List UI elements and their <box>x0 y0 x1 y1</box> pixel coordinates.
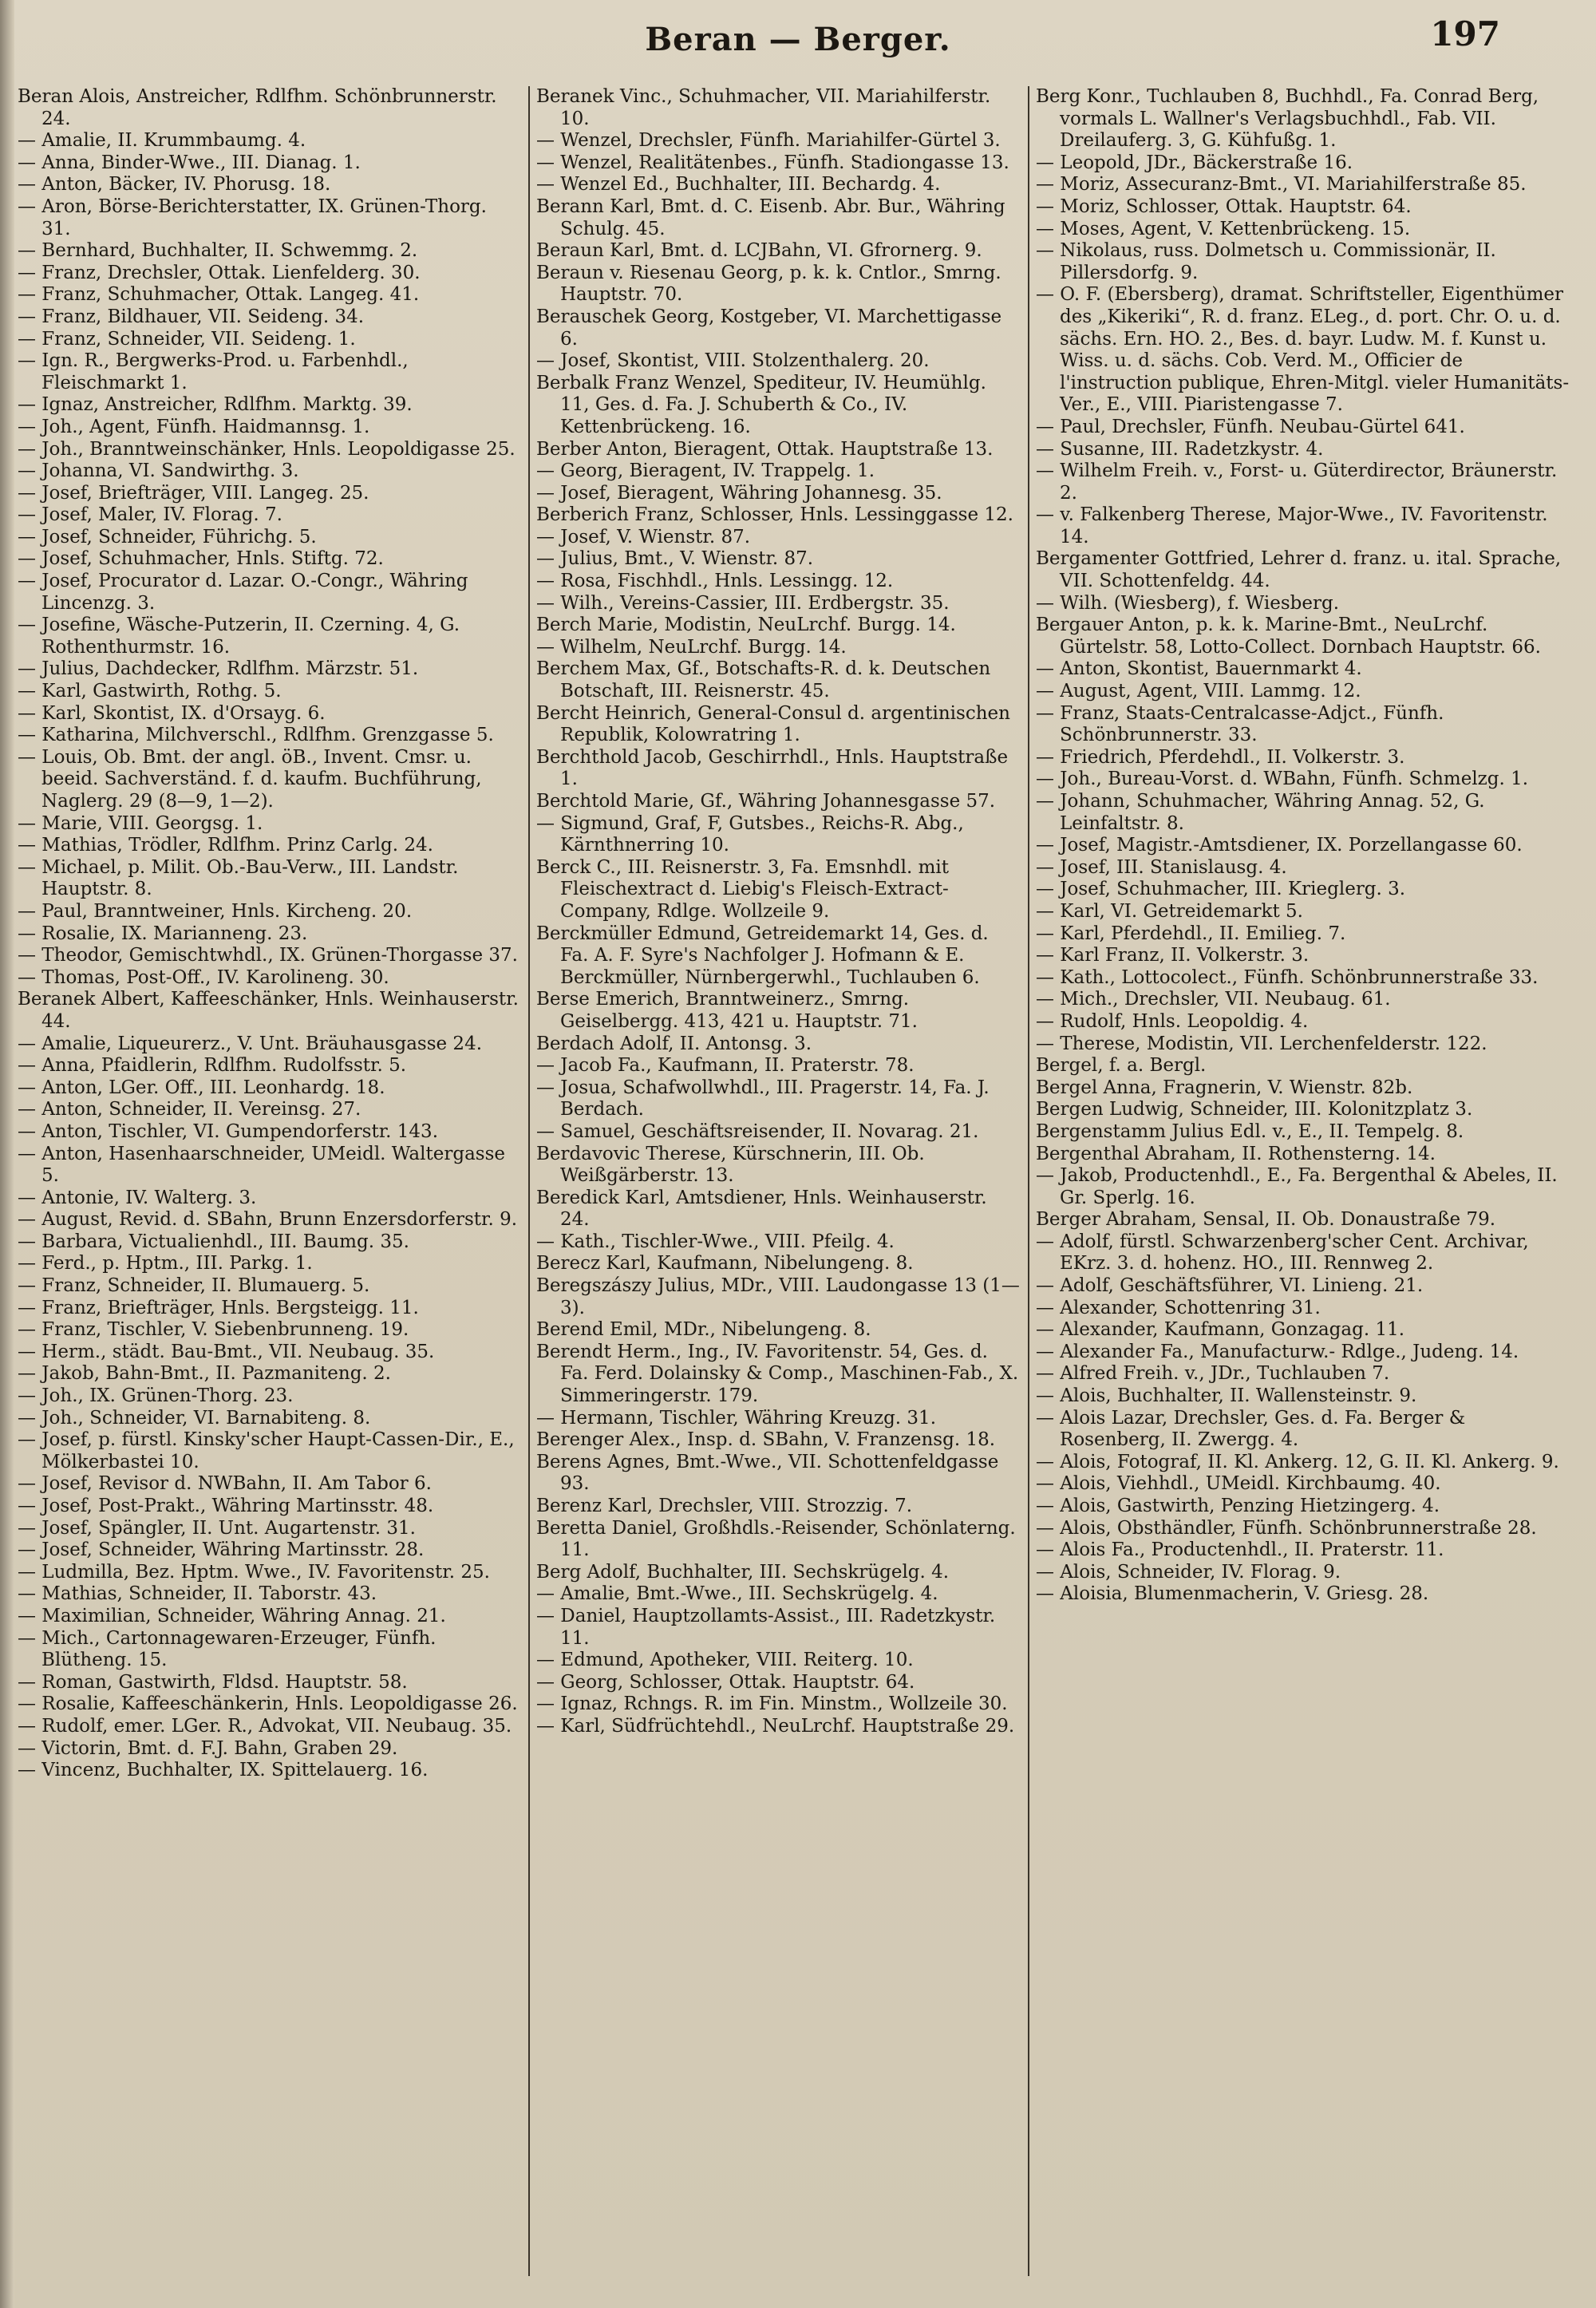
directory-entry: — Franz, Tischler, V. Siebenbrunneng. 19. <box>18 1319 409 1341</box>
directory-entry: — Josef, Schuhmacher, Hnls. Stiftg. 72. <box>18 548 384 570</box>
directory-entry: — Edmund, Apotheker, VIII. Reiterg. 10. <box>536 1650 914 1671</box>
directory-entry: — Karl, Gastwirth, Rothg. 5. <box>18 681 282 702</box>
directory-entry: Berckmüller Edmund, Getreidemarkt 14, Ges. d. Fa. A. F. Syre's Nachfolger J. Hofmann & E. Berckmüller, Nürnbergerwhl., Tuchlauben 6. <box>536 923 989 988</box>
directory-entry: Berber Anton, Bieragent, Ottak. Hauptstraße 13. <box>536 438 994 460</box>
directory-entry: — Nikolaus, russ. Dolmetsch u. Commissionär, II. Pillersdorfg. 9. <box>1036 240 1496 283</box>
directory-entry: — Franz, Schneider, II. Blumauerg. 5. <box>18 1275 370 1297</box>
directory-entry: — Amalie, Liqueurerz., V. Unt. Bräuhausgasse 24. <box>18 1033 483 1054</box>
directory-entry: Berch Marie, Modistin, NeuLrchf. Burgg. 14. <box>536 615 956 636</box>
directory-entry: — Anton, Schneider, II. Vereinsg. 27. <box>18 1099 361 1120</box>
directory-entry: — Theodor, Gemischtwhdl., IX. Grünen-Thorgasse 37. <box>18 945 518 966</box>
directory-entry: — Alois, Buchhalter, II. Wallensteinstr. 9. <box>1036 1385 1417 1407</box>
directory-entry: — Georg, Bieragent, IV. Trappelg. 1. <box>536 460 875 482</box>
directory-entry: — Karl, Südfrüchtehdl., NeuLrchf. Hauptstraße 29. <box>536 1715 1015 1737</box>
entry-columns <box>18 86 1572 2292</box>
directory-entry: — Anna, Pfaidlerin, Rdlfhm. Rudolfsstr. 5. <box>18 1055 407 1077</box>
directory-entry: — August, Revid. d. SBahn, Brunn Enzersdorferstr. 9. <box>18 1209 518 1231</box>
directory-entry: — Karl, Pferdehdl., II. Emilieg. 7. <box>1036 923 1346 944</box>
directory-entry: — Ignaz, Anstreicher, Rdlfhm. Marktg. 39. <box>18 394 413 416</box>
directory-entry: — Josef, Schneider, Führichg. 5. <box>18 526 317 547</box>
directory-entry: — Josef, Bieragent, Währing Johannesg. 35. <box>536 482 942 504</box>
directory-entry: Beraun v. Riesenau Georg, p. k. k. Cntlor., Smrng. Hauptstr. 70. <box>536 262 1001 306</box>
directory-entry: Bergamenter Gottfried, Lehrer d. franz. u. ital. Sprache, VII. Schottenfeldg. 44. <box>1036 548 1562 592</box>
directory-entry: Bergenstamm Julius Edl. v., E., II. Tempelg. 8. <box>1036 1120 1464 1142</box>
directory-entry: — Kath., Tischler-Wwe., VIII. Pfeilg. 4. <box>536 1231 895 1252</box>
directory-entry: — Joh., Bureau-Vorst. d. WBahn, Fünfh. Schmelzg. 1. <box>1036 769 1529 790</box>
directory-entry: — Wenzel, Drechsler, Fünfh. Mariahilfer-Gürtel 3. <box>536 130 1001 152</box>
column-1 <box>18 86 520 2292</box>
directory-entry: — Julius, Dachdecker, Rdlfhm. Märzstr. 51. <box>18 658 419 680</box>
directory-entry: — Anna, Binder-Wwe., III. Dianag. 1. <box>18 152 361 173</box>
directory-entry: Beranek Albert, Kaffeeschänker, Hnls. Weinhauserstr. 44. <box>18 989 519 1032</box>
directory-entry: Berchthold Jacob, Geschirrhdl., Hnls. Hauptstraße 1. <box>536 746 1009 790</box>
directory-entry: Berdavovic Therese, Kürschnerin, III. Ob. Weißgärberstr. 13. <box>536 1143 925 1187</box>
directory-entry: — Josef, III. Stanislausg. 4. <box>1036 856 1287 878</box>
directory-entry: — Franz, Drechsler, Ottak. Lienfelderg. 30. <box>18 262 421 283</box>
page-header <box>0 8 1596 59</box>
directory-entry: — Josef, Schuhmacher, III. Krieglerg. 3. <box>1036 879 1406 900</box>
directory-entry: — Josef, Briefträger, VIII. Langeg. 25. <box>18 482 369 504</box>
directory-entry: — Susanne, III. Radetzkystr. 4. <box>1036 438 1324 460</box>
directory-entry: — Moriz, Schlosser, Ottak. Hauptstr. 64. <box>1036 196 1412 217</box>
directory-entry: Beretta Daniel, Großhdls.-Reisender, Schönlaterng. 11. <box>536 1517 1016 1561</box>
directory-entry: — Mathias, Schneider, II. Taborstr. 43. <box>18 1583 377 1605</box>
directory-entry: — Amalie, II. Krummbaumg. 4. <box>18 130 306 152</box>
directory-entry: — Aron, Börse-Berichterstatter, IX. Grünen-Thorg. 31. <box>18 196 487 239</box>
directory-entry: — Karl, VI. Getreidemarkt 5. <box>1036 900 1303 922</box>
directory-entry: — Samuel, Geschäftsreisender, II. Novarag. 21. <box>536 1120 979 1142</box>
directory-entry: — Wenzel Ed., Buchhalter, III. Bechardg. 4. <box>536 174 941 196</box>
directory-entry: Bercht Heinrich, General-Consul d. argentinischen Republik, Kolowratring 1. <box>536 702 1010 746</box>
directory-entry: — Kath., Lottocolect., Fünfh. Schönbrunnerstraße 33. <box>1036 966 1539 988</box>
directory-entry: — Jacob Fa., Kaufmann, II. Praterstr. 78. <box>536 1055 915 1077</box>
directory-entry: — Franz, Schuhmacher, Ottak. Langeg. 41. <box>18 284 420 306</box>
directory-entry: — Friedrich, Pferdehdl., II. Volkerstr. 3. <box>1036 746 1405 768</box>
directory-entry: Bergel, f. a. Bergl. <box>1036 1055 1207 1077</box>
directory-entry: Bergel Anna, Fragnerin, V. Wienstr. 82b. <box>1036 1077 1413 1098</box>
directory-entry: Berchem Max, Gf., Botschafts-R. d. k. Deutschen Botschaft, III. Reisnerstr. 45. <box>536 658 991 702</box>
directory-entry: — Wenzel, Realitätenbes., Fünfh. Stadiongasse 13. <box>536 152 1009 173</box>
directory-entry: — Katharina, Milchverschl., Rdlfhm. Grenzgasse 5. <box>18 725 494 746</box>
directory-entry: — Rosalie, IX. Marianneng. 23. <box>18 923 308 944</box>
directory-entry: — Ferd., p. Hptm., III. Parkg. 1. <box>18 1253 313 1275</box>
column-3 <box>1036 86 1572 2292</box>
directory-entry: Berbalk Franz Wenzel, Spediteur, IV. Heumühlg. 11, Ges. d. Fa. J. Schuberth & Co., IV. Kettenbrückeng. 16. <box>536 372 986 437</box>
directory-entry: — Michael, p. Milit. Ob.-Bau-Verw., III. Landstr. Hauptstr. 8. <box>18 856 459 900</box>
directory-entry: — Aloisia, Blumenmacherin, V. Griesg. 28. <box>1036 1583 1429 1605</box>
directory-entry: — Anton, Hasenhaarschneider, UMeidl. Waltergasse 5. <box>18 1143 506 1187</box>
directory-entry: — Wilh., Vereins-Cassier, III. Erdbergstr. 35. <box>536 592 950 614</box>
directory-entry: — Therese, Modistin, VII. Lerchenfelderstr. 122. <box>1036 1033 1487 1054</box>
directory-entry: — Alois, Schneider, IV. Florag. 9. <box>1036 1561 1341 1583</box>
directory-entry: — Joh., Schneider, VI. Barnabiteng. 8. <box>18 1407 371 1429</box>
directory-entry: — Alois, Fotograf, II. Kl. Ankerg. 12, G. II. Kl. Ankerg. 9. <box>1036 1451 1559 1472</box>
directory-entry: Bergenthal Abraham, II. Rothensterng. 14. <box>1036 1143 1436 1164</box>
directory-entry: — Julius, Bmt., V. Wienstr. 87. <box>536 548 814 570</box>
directory-entry: — Alexander, Kaufmann, Gonzagag. 11. <box>1036 1319 1405 1341</box>
directory-entry: — Josef, Magistr.-Amtsdiener, IX. Porzellangasse 60. <box>1036 835 1523 856</box>
directory-entry: — Thomas, Post-Off., IV. Karolineng. 30. <box>18 966 389 988</box>
directory-entry: — Barbara, Victualienhdl., III. Baumg. 35. <box>18 1231 409 1252</box>
directory-entry: — Wilhelm Freih. v., Forst- u. Güterdirector, Bräunerstr. 2. <box>1036 460 1558 504</box>
directory-entry: — Franz, Staats-Centralcasse-Adjct., Fünfh. Schönbrunnerstr. 33. <box>1036 702 1444 746</box>
directory-entry: Berg Adolf, Buchhalter, III. Sechskrügelg. 4. <box>536 1561 950 1583</box>
page-number: 197 <box>1430 14 1500 53</box>
directory-entry: Berauschek Georg, Kostgeber, VI. Marchettigasse 6. <box>536 306 1002 350</box>
directory-entry: Berenz Karl, Drechsler, VIII. Strozzig. 7. <box>536 1496 913 1516</box>
directory-entry: — Anton, LGer. Off., III. Leonhardg. 18. <box>18 1077 385 1098</box>
directory-entry: — Adolf, fürstl. Schwarzenberg'scher Cent. Archivar, EKrz. 3. d. hohenz. HO., III. Rennweg 2. <box>1036 1231 1529 1275</box>
directory-entry: — Antonie, IV. Walterg. 3. <box>18 1187 257 1208</box>
directory-entry: — Mathias, Trödler, Rdlfhm. Prinz Carlg. 24. <box>18 835 433 856</box>
directory-entry: — Johann, Schuhmacher, Währing Annag. 52, G. Leinfaltstr. 8. <box>1036 791 1485 834</box>
directory-entry: — v. Falkenberg Therese, Major-Wwe., IV. Favoritenstr. 14. <box>1036 504 1548 547</box>
directory-entry: — Anton, Bäcker, IV. Phorusg. 18. <box>18 174 331 196</box>
directory-entry: — Josef, Maler, IV. Florag. 7. <box>18 504 282 526</box>
directory-entry: — Josef, V. Wienstr. 87. <box>536 526 751 547</box>
directory-entry: Berecz Karl, Kaufmann, Nibelungeng. 8. <box>536 1253 914 1275</box>
directory-entry: — Josefine, Wäsche-Putzerin, II. Czerning. 4, G. Rothenthurmstr. 16. <box>18 615 460 658</box>
directory-entry: — Ignaz, Rchngs. R. im Fin. Minstm., Wollzeile 30. <box>536 1693 1008 1715</box>
directory-entry: — Josef, Spängler, II. Unt. Augartenstr. 31. <box>18 1517 416 1539</box>
directory-entry: — Josef, Procurator d. Lazar. O.-Congr., Währing Lincenzg. 3. <box>18 571 468 614</box>
directory-entry: — Ign. R., Bergwerks-Prod. u. Farbenhdl., Fleischmarkt 1. <box>18 350 409 393</box>
directory-entry: — Josua, Schafwollwhdl., III. Pragerstr. 14, Fa. J. Berdach. <box>536 1077 990 1120</box>
directory-entry: — Franz, Briefträger, Hnls. Bergsteigg. 11. <box>18 1297 419 1318</box>
directory-entry: Berann Karl, Bmt. d. C. Eisenb. Abr. Bur., Währing Schulg. 45. <box>536 196 1005 239</box>
directory-entry: — Bernhard, Buchhalter, II. Schwemmg. 2. <box>18 240 418 262</box>
directory-entry: — Adolf, Geschäftsführer, VI. Linieng. 21. <box>1036 1275 1424 1297</box>
directory-entry: — August, Agent, VIII. Lammg. 12. <box>1036 681 1361 702</box>
directory-entry: — Josef, p. fürstl. Kinsky'scher Haupt-Cassen-Dir., E., Mölkerbastei 10. <box>18 1429 515 1472</box>
directory-entry: Berse Emerich, Branntweinerz., Smrng. Geiselbergg. 413, 421 u. Hauptstr. 71. <box>536 989 918 1032</box>
directory-entry: — Rudolf, emer. LGer. R., Advokat, VII. Neubaug. 35. <box>18 1715 512 1737</box>
directory-entry: Beregszászy Julius, MDr., VIII. Laudongasse 13 (1—3). <box>536 1275 1020 1318</box>
directory-entry: — Anton, Skontist, Bauernmarkt 4. <box>1036 658 1362 680</box>
directory-entry: Berens Agnes, Bmt.-Wwe., VII. Schottenfeldgasse 93. <box>536 1451 999 1495</box>
directory-entry: — Louis, Ob. Bmt. der angl. öB., Invent. Cmsr. u. beeid. Sachverständ. f. d. kaufm. Buchführung, Naglerg. 29 (8—9, 1—2). <box>18 746 482 812</box>
directory-entry: — Rudolf, Hnls. Leopoldig. 4. <box>1036 1010 1309 1032</box>
directory-entry: Beredick Karl, Amtsdiener, Hnls. Weinhauserstr. 24. <box>536 1187 987 1231</box>
directory-entry: Berendt Herm., Ing., IV. Favoritenstr. 54, Ges. d. Fa. Ferd. Dolainsky & Comp., Maschinen-Fab., X. Simmeringerstr. 179. <box>536 1341 1019 1407</box>
directory-entry: — Marie, VIII. Georgsg. 1. <box>18 812 263 834</box>
directory-entry: — Rosa, Fischhdl., Hnls. Lessingg. 12. <box>536 571 894 592</box>
directory-entry: — Joh., IX. Grünen-Thorg. 23. <box>18 1385 294 1407</box>
directory-entry: — Josef, Skontist, VIII. Stolzenthalerg. 20. <box>536 350 930 372</box>
directory-entry: Berdach Adolf, II. Antonsg. 3. <box>536 1033 812 1054</box>
directory-entry: — Alois, Obsthändler, Fünfh. Schönbrunnerstraße 28. <box>1036 1517 1537 1539</box>
directory-entry: — Johanna, VI. Sandwirthg. 3. <box>18 460 299 482</box>
directory-entry: — Franz, Schneider, VII. Seideng. 1. <box>18 328 356 350</box>
directory-entry: — Josef, Post-Prakt., Währing Martinsstr. 48. <box>18 1496 434 1516</box>
directory-entry: — Alois, Gastwirth, Penzing Hietzingerg. 4. <box>1036 1496 1440 1516</box>
directory-entry: — Mich., Cartonnagewaren-Erzeuger, Fünfh. Blütheng. 15. <box>18 1627 437 1671</box>
directory-entry: Berg Konr., Tuchlauben 8, Buchhdl., Fa. Conrad Berg, vormals L. Wallner's Verlagsbuchhdl., Fab. VII. Dreilauferg. 3, G. Kühfußg. 1. <box>1036 86 1539 152</box>
column-2 <box>536 86 1020 2292</box>
directory-entry: — Alois Fa., Productenhdl., II. Praterstr. 11. <box>1036 1539 1444 1561</box>
directory-entry: — Victorin, Bmt. d. F.J. Bahn, Graben 29. <box>18 1737 398 1759</box>
directory-entry: — Sigmund, Graf, F, Gutsbes., Reichs-R. Abg., Kärnthnerring 10. <box>536 812 964 856</box>
directory-entry: Berend Emil, MDr., Nibelungeng. 8. <box>536 1319 871 1341</box>
directory-entry: — Moses, Agent, V. Kettenbrückeng. 15. <box>1036 218 1411 239</box>
directory-entry: — Jakob, Productenhdl., E., Fa. Bergenthal & Abeles, II. Gr. Sperlg. 16. <box>1036 1165 1558 1208</box>
directory-entry: — Vincenz, Buchhalter, IX. Spittelauerg. 16. <box>18 1760 429 1781</box>
directory-entry: — Karl Franz, II. Volkerstr. 3. <box>1036 945 1310 966</box>
directory-entry: Berberich Franz, Schlosser, Hnls. Lessinggasse 12. <box>536 504 1013 526</box>
directory-entry: — Jakob, Bahn-Bmt., II. Pazmaniteng. 2. <box>18 1363 391 1385</box>
directory-entry: — Josef, Revisor d. NWBahn, II. Am Tabor 6. <box>18 1473 432 1495</box>
directory-entry: Berchtold Marie, Gf., Währing Johannesgasse 57. <box>536 791 996 812</box>
directory-entry: — Wilhelm, NeuLrchf. Burgg. 14. <box>536 636 847 658</box>
directory-entry: Berenger Alex., Insp. d. SBahn, V. Franzensg. 18. <box>536 1429 996 1451</box>
directory-entry: — Alexander Fa., Manufacturw.- Rdlge., Judeng. 14. <box>1036 1341 1519 1362</box>
directory-entry: — Hermann, Tischler, Währing Kreuzg. 31. <box>536 1407 937 1429</box>
directory-entry: Beran Alois, Anstreicher, Rdlfhm. Schönbrunnerstr. 24. <box>18 86 497 129</box>
directory-entry: Bergauer Anton, p. k. k. Marine-Bmt., NeuLrchf. Gürtelstr. 58, Lotto-Collect. Dornbach Hauptstr. 66. <box>1036 615 1541 658</box>
directory-entry: — Herm., städt. Bau-Bmt., VII. Neubaug. 35. <box>18 1341 435 1362</box>
directory-entry: — Moriz, Assecuranz-Bmt., VI. Mariahilferstraße 85. <box>1036 174 1527 196</box>
directory-entry: Berger Abraham, Sensal, II. Ob. Donaustraße 79. <box>1036 1209 1496 1231</box>
directory-entry: — Rosalie, Kaffeeschänkerin, Hnls. Leopoldigasse 26. <box>18 1693 518 1715</box>
directory-entry: Beraun Karl, Bmt. d. LCJBahn, VI. Gfrornerg. 9. <box>536 240 982 262</box>
directory-entry: Berck C., III. Reisnerstr. 3, Fa. Emsnhdl. mit Fleischextract d. Liebig's Fleisch-Extract-Company, Rdlge. Wollzeile 9. <box>536 856 949 922</box>
directory-entry: — Roman, Gastwirth, Fldsd. Hauptstr. 58. <box>18 1671 408 1693</box>
directory-entry: — Georg, Schlosser, Ottak. Hauptstr. 64. <box>536 1671 915 1693</box>
directory-entry: — Amalie, Bmt.-Wwe., III. Sechskrügelg. 4. <box>536 1583 938 1605</box>
directory-entry: — Franz, Bildhauer, VII. Seideng. 34. <box>18 306 365 327</box>
directory-entry: — Ludmilla, Bez. Hptm. Wwe., IV. Favoritenstr. 25. <box>18 1561 490 1583</box>
directory-entry: — Wilh. (Wiesberg), f. Wiesberg. <box>1036 592 1340 614</box>
directory-entry: — Paul, Drechsler, Fünfh. Neubau-Gürtel 641. <box>1036 416 1465 437</box>
directory-entry: — Paul, Branntweiner, Hnls. Kircheng. 20. <box>18 900 413 922</box>
directory-entry: — Josef, Schneider, Währing Martinsstr. 28. <box>18 1539 425 1561</box>
directory-entry: — Leopold, JDr., Bäckerstraße 16. <box>1036 152 1353 173</box>
directory-entry: — Karl, Skontist, IX. d'Orsayg. 6. <box>18 702 326 724</box>
directory-entry: — Anton, Tischler, VI. Gumpendorferstr. 143. <box>18 1120 439 1142</box>
running-head: Beran — Berger. <box>645 21 951 58</box>
directory-entry: Beranek Vinc., Schuhmacher, VII. Mariahilferstr. 10. <box>536 86 991 129</box>
directory-entry: — Mich., Drechsler, VII. Neubaug. 61. <box>1036 989 1391 1010</box>
directory-entry: — Alfred Freih. v., JDr., Tuchlauben 7. <box>1036 1363 1390 1385</box>
directory-entry: — Alois, Viehhdl., UMeidl. Kirchbaumg. 40. <box>1036 1473 1441 1495</box>
directory-entry: — Daniel, Hauptzollamts-Assist., III. Radetzkystr. 11. <box>536 1605 996 1649</box>
directory-entry: — Maximilian, Schneider, Währing Annag. 21. <box>18 1605 446 1626</box>
directory-entry: — Joh., Branntweinschänker, Hnls. Leopoldigasse 25. <box>18 438 516 460</box>
directory-entry: — Joh., Agent, Fünfh. Haidmannsg. 1. <box>18 416 370 437</box>
directory-entry: Bergen Ludwig, Schneider, III. Kolonitzplatz 3. <box>1036 1099 1473 1120</box>
page-edge-shadow <box>0 0 14 2308</box>
directory-entry: — O. F. (Ebersberg), dramat. Schriftsteller, Eigenthümer des „Kikeriki“, R. d. franz. ELeg., d. port. Chr. O. u. d. sächs. Ern. HO. 2., Bes. d. bayr. Ludw. M. f. Kunst u. Wiss. u. d. sächs. Cob. Verd. M., Officier de l'instruction publique, Ehren-Mitgl. vieler Humanitäts-Ver., E., VIII. Piaristengasse 7. <box>1036 284 1570 416</box>
directory-entry: — Alois Lazar, Drechsler, Ges. d. Fa. Berger & Rosenberg, II. Zwergg. 4. <box>1036 1407 1466 1451</box>
directory-entry: — Alexander, Schottenring 31. <box>1036 1297 1321 1318</box>
